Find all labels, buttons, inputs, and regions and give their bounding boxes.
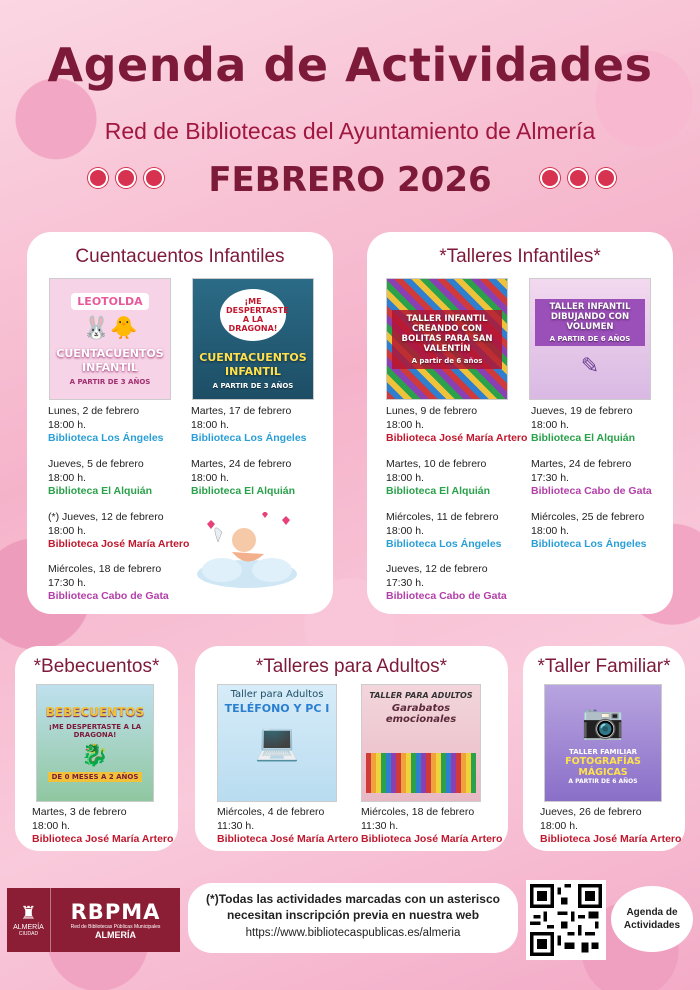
- poster-text: CUENTACUENTOS INFANTIL: [199, 350, 307, 378]
- cupid-illustration: [192, 512, 302, 592]
- talleres-adultos-poster-1: [217, 684, 337, 802]
- event-item: Miércoles, 18 de febrero 11:30 h. Biblioteca José María Artero: [361, 806, 503, 845]
- talleres-infantiles-poster-2: [529, 278, 651, 400]
- page-subtitle: Red de Bibliotecas del Ayuntamiento de Almería: [104, 118, 596, 144]
- poster-text: ¡ME DESPERTASTE A LA DRAGONA!: [48, 722, 142, 739]
- poster-text: A PARTIR DE 3 AÑOS: [69, 377, 151, 386]
- rbpma-sub: Red de Bibliotecas Públicas Municipales: [70, 924, 161, 930]
- event-item: Miércoles, 11 de febrero 18:00 h. Biblioteca Los Ángeles: [386, 511, 502, 550]
- section-title: *Taller Familiar*: [537, 656, 671, 677]
- colored-pencils-icon: [366, 753, 476, 793]
- section-title: *Talleres para Adultos*: [255, 656, 448, 677]
- poster-text: Garabatos emocionales: [385, 703, 457, 725]
- talleres-infantiles-poster-1: [386, 278, 508, 400]
- event-item: Martes, 24 de febrero 17:30 h. Biblioteca Cabo de Gata: [531, 458, 652, 497]
- event-item: Martes, 10 de febrero 18:00 h. Biblioteca El Alquián: [386, 458, 491, 497]
- event-item: Jueves, 19 de febrero 18:00 h. Biblioteca El Alquián: [531, 405, 636, 444]
- event-item: Martes, 3 de febrero 18:00 h. Biblioteca José María Artero: [32, 806, 174, 845]
- rbpma-city: ALMERÍA: [95, 930, 136, 940]
- month-label: FEBRERO 2026: [208, 160, 492, 200]
- talleres-infantiles-card: [367, 232, 673, 614]
- pencil-icon: ✎: [580, 354, 600, 379]
- qr-code[interactable]: [526, 880, 606, 960]
- city-sub: CIUDAD: [18, 931, 39, 937]
- poster-text: A PARTIR DE 6 AÑOS: [549, 335, 631, 343]
- event-item: Martes, 17 de febrero 18:00 h. Biblioteca Los Ángeles: [191, 405, 307, 444]
- poster-text: LEOTOLDA: [71, 293, 148, 310]
- event-item: Lunes, 2 de febrero 18:00 h. Biblioteca Los Ángeles: [48, 405, 164, 444]
- poster-text: A partir de 6 años: [411, 356, 483, 365]
- poster-text: BEBECUENTOS: [45, 704, 145, 719]
- poster-text: Taller para Adultos: [230, 689, 324, 700]
- rbpma-logo: [7, 888, 180, 952]
- event-item: Jueves, 26 de febrero 18:00 h. Biblioteca José María Artero: [540, 806, 682, 845]
- bebecuentos-card: [15, 646, 178, 851]
- poster-text: DE 0 MESES A 2 AÑOS: [48, 772, 143, 782]
- talleres-adultos-poster-2: [361, 684, 481, 802]
- taller-familiar-poster: [544, 684, 662, 802]
- city-label: ALMERÍA: [13, 924, 44, 931]
- asterisk-note: (*)Todas las actividades marcadas con un asterisco necesitan inscripción previa en nuestra web: [206, 892, 500, 922]
- poster-text: ¡ME DESPERTASTE A LA DRAGONA!: [220, 289, 286, 341]
- event-item: Miércoles, 25 de febrero 18:00 h. Biblioteca Los Ángeles: [531, 511, 647, 550]
- laptop-icon: 💻: [254, 722, 300, 763]
- poster-text: TALLER PARA ADULTOS: [369, 691, 473, 700]
- page-title: Agenda de Actividades: [47, 38, 653, 92]
- decorative-dots-left: [88, 168, 164, 188]
- event-item: Jueves, 5 de febrero 18:00 h. Biblioteca El Alquián: [48, 458, 153, 497]
- decorative-dots-right: [540, 168, 616, 188]
- section-title: Cuentacuentos Infantiles: [75, 246, 285, 267]
- event-item: Jueves, 12 de febrero 17:30 h. Biblioteca Cabo de Gata: [386, 563, 507, 602]
- rbpma-label: RBPMA: [70, 900, 161, 924]
- poster-text: TELÉFONO Y PC I: [224, 702, 330, 715]
- section-title: *Bebecuentos*: [33, 656, 160, 677]
- talleres-adultos-card: [195, 646, 508, 851]
- cuentacuentos-card: [27, 232, 333, 614]
- event-item: Martes, 24 de febrero 18:00 h. Biblioteca El Alquián: [191, 458, 296, 497]
- poster-text: A PARTIR DE 6 AÑOS: [568, 777, 638, 785]
- poster-text: TALLER INFANTIL DIBUJANDO CON VOLUMEN: [549, 302, 631, 332]
- agenda-badge: Agenda de Actividades: [611, 886, 693, 952]
- taller-familiar-card: [523, 646, 685, 851]
- poster-text: TALLER INFANTIL CREANDO CON BOLITAS PARA SAN VALENTÍN: [401, 313, 493, 354]
- poster-text: A PARTIR DE 3 AÑOS: [212, 381, 294, 390]
- event-item: Miércoles, 4 de febrero 11:30 h. Biblioteca José María Artero: [217, 806, 359, 845]
- poster-text: TALLER FAMILIAR: [568, 747, 638, 756]
- cuentacuentos-poster-2: [192, 278, 314, 400]
- section-title: *Talleres Infantiles*: [439, 246, 601, 267]
- bunny-icon: 🐰🐥: [82, 315, 138, 341]
- dragon-icon: 🐉: [81, 742, 109, 768]
- event-item: (*) Jueves, 12 de febrero 18:00 h. Biblioteca José María Artero: [48, 511, 190, 550]
- camera-icon: 📷: [581, 701, 625, 742]
- event-item: Lunes, 9 de febrero 18:00 h. Biblioteca José María Artero: [386, 405, 528, 444]
- cuentacuentos-poster-1: [49, 278, 171, 400]
- website-link[interactable]: https://www.bibliotecaspublicas.es/almeria: [245, 927, 461, 939]
- event-item: Miércoles, 18 de febrero 17:30 h. Biblioteca Cabo de Gata: [48, 563, 169, 602]
- poster-text: FOTOGRAFÍAS MÁGICAS: [565, 755, 641, 778]
- city-crest-icon: ♜: [20, 903, 37, 924]
- bebecuentos-poster: [36, 684, 154, 802]
- footer-note: [188, 883, 518, 953]
- poster-text: CUENTACUENTOS INFANTIL: [56, 346, 164, 374]
